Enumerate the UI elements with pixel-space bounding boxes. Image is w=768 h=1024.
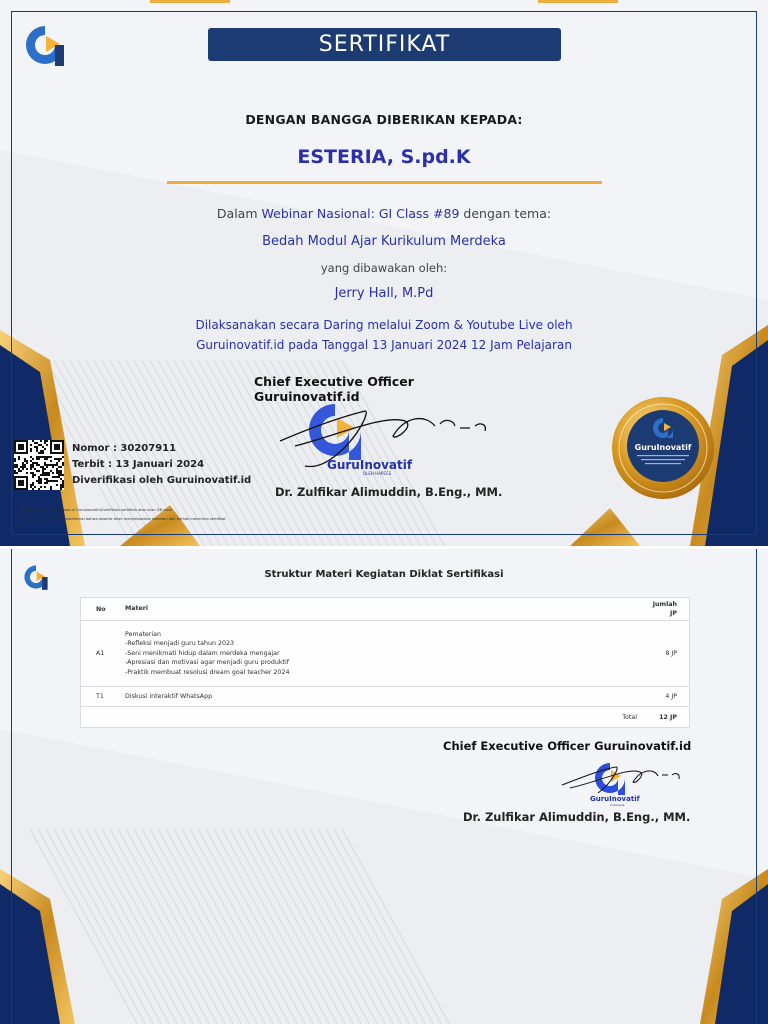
row-materi [121,630,649,678]
signature-with-logo [558,757,688,807]
table-row [81,621,689,687]
event-prefix: Dalam [216,206,258,221]
total-value: 12 JP [659,713,677,721]
event-theme: Bedah Modul Ajar Kurikulum Merdeka [262,234,506,249]
certificate-verified-by: Diverifikasi oleh Guruinovatif.id [72,475,252,486]
speaker-name: Jerry Hall, M.Pd [334,286,434,301]
certificate-issued-date: Terbit : 13 Januari 2024 [72,459,205,470]
verification-fine-print: Guruinovatif telah mengkonfirmasi bahwa peserta telah menyelesaikan kegiatan dan berhak menerima sertifikat [22,517,226,521]
seal-brand: GuruInovatif [634,443,692,452]
qr-code-icon [14,440,64,490]
materi-line: Pematerian [125,630,161,638]
materi-line: -Refleksi menjadi guru tahun 2023 [125,640,235,648]
signature-brand-sub: Indonesia [610,803,625,807]
verification-fine-print: Sertifikat dapat diverifikasi di Guruinovatif.id/verifikasi-sertifikat atau scan QR code [22,508,172,512]
proud-label: DENGAN BANGGA DIBERIKAN KEPADA: [245,112,523,127]
signer-name: Dr. Zulfikar Alimuddin, B.Eng., MM. [463,810,691,824]
header-jumlah-jp [649,600,689,618]
signature-brand: GuruInovatif [327,458,413,472]
description-line: Guruinovatif.id pada Tanggal 13 Januari 2024 12 Jam Pelajaran [196,338,572,352]
total-label: Total [622,713,637,721]
header-jumlah: Jumlah [652,601,677,608]
signer-title: Chief Executive Officer Guruinovatif.id [254,374,414,404]
table-row [81,687,689,707]
signer-name: Dr. Zulfikar Alimuddin, B.Eng., MM. [275,485,503,499]
materials-table [80,597,690,728]
header-no: No [96,605,106,613]
structure-page [0,549,768,1024]
guruinovatif-logo-icon [22,22,68,68]
certificate-meta [72,441,251,489]
header-materi: Materi [125,605,149,613]
event-name: Webinar Nasional: GI Class #89 [261,206,460,221]
event-suffix: dengan tema: [463,206,552,221]
table-total-row [81,707,689,727]
signature-brand: GuruInovatif [590,795,640,803]
signature-with-logo [275,396,500,476]
presented-by-label: yang dibawakan oleh: [320,261,448,275]
row-jp: 8 JP [665,650,677,657]
table-header-row [81,598,689,621]
recipient-name: ESTERIA, S.pd.K [297,146,471,168]
row-no: A1 [96,650,105,657]
event-description [0,315,768,355]
gold-divider [167,181,602,184]
row-no: T1 [96,693,104,700]
header-jp: JP [670,610,677,617]
materi-line: -Praktik membuat resolusi dream goal teacher 2024 [125,668,290,676]
row-materi: Diskusi interaktif WhatsApp [125,692,213,700]
signature-brand-sub: OLEH HAPECS [363,471,392,476]
materi-line: -Apresiasi dan motivasi agar menjadi guru produktif [125,659,289,667]
signer-title: Chief Executive Officer Guruinovatif.id [443,739,692,753]
certificate-title: SERTIFIKAT [208,28,561,61]
description-line: Dilaksanakan secara Daring melalui Zoom & Youtube Live oleh [195,318,573,332]
gold-seal-badge [611,396,715,500]
structure-title: Struktur Materi Kegiatan Diklat Sertifikasi [264,569,504,580]
row-jp: 4 JP [665,693,677,700]
materi-line: -Seni menikmati hidup dalam merdeka mengajar [125,649,280,657]
certificate-number: Nomor : 30207911 [72,443,177,454]
event-line [0,206,768,221]
